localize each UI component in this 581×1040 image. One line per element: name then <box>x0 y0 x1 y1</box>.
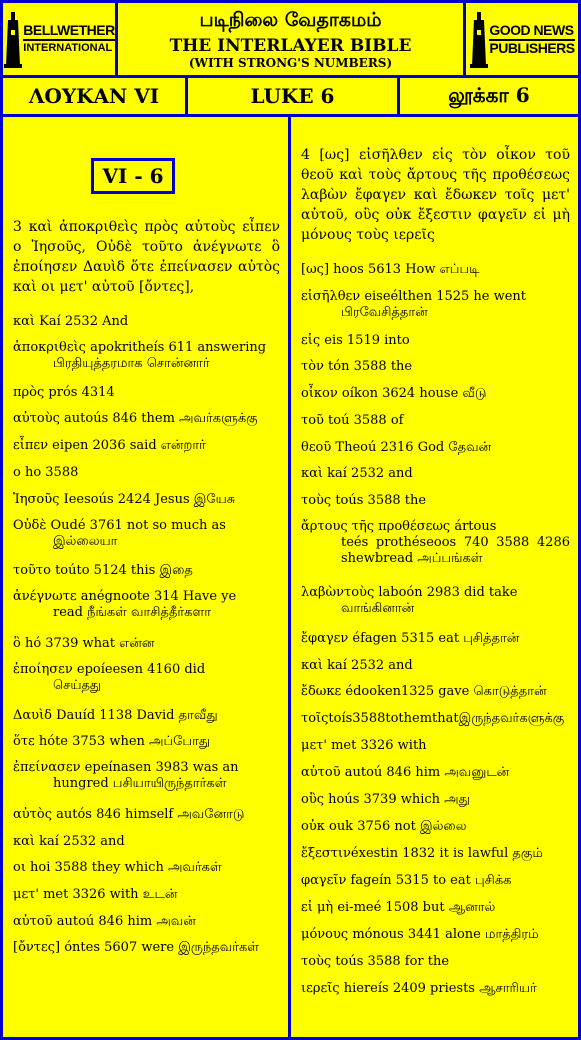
word-entry-line: Οὐδὲ Oudé 3761 not so much as <box>13 518 226 533</box>
word-entry <box>13 589 280 621</box>
verse-4-text: 4 [ως] εἰσῆλθεν εἰς τὸν οἶκον τοῦ θεοῦ καὶ τοὺς ἄρτους τῆς προθέσεως λαβὼν ἔφαγεν καὶ ἔδωκεν τοῖς μετ' αὐτοῦ, οὓς οὐκ ἔξεστιν φαγεῖν εἰ μὴ μόνους τοὺς ιερεῖς <box>301 147 570 243</box>
word-entry <box>301 792 570 808</box>
word-entry <box>13 563 280 579</box>
word-entry <box>13 636 280 652</box>
tower-logo-icon <box>3 10 23 68</box>
word-entry-gloss: இல்லையா <box>53 534 118 549</box>
word-entry-line: εἶπεν eipen 2036 said என்றார் <box>13 438 206 453</box>
right-logo-line2: PUBLISHERS <box>489 39 575 56</box>
book-tamil: லூக்கா 6 <box>400 78 578 114</box>
word-entry <box>13 834 280 850</box>
word-entry <box>301 493 570 509</box>
book-english: LUKE 6 <box>188 78 397 114</box>
word-entry <box>301 684 570 700</box>
word-entry-line: αὐτοῦ autoú 846 him அவன் <box>13 914 196 929</box>
word-entry <box>13 662 280 694</box>
word-entry <box>301 631 570 647</box>
word-entry-line: οἶκον oíkon 3624 house வீடு <box>301 386 487 401</box>
word-entry-line: μετ' met 3326 with உடன் <box>13 887 178 902</box>
word-entry <box>13 860 280 876</box>
word-entry <box>301 900 570 916</box>
word-entry <box>13 518 280 550</box>
bellwether-logo <box>3 3 115 75</box>
word-entry <box>13 465 280 481</box>
word-entry-line: πρὸς prós 4314 <box>13 385 115 400</box>
word-entry <box>13 914 280 930</box>
good-news-logo <box>466 3 578 75</box>
word-entry-gloss: வாங்கினான் <box>341 601 415 616</box>
word-entry <box>13 708 280 724</box>
word-entry-line: ἄρτους τῆς προθέσεως ártous <box>301 519 497 534</box>
word-entry <box>301 440 570 456</box>
word-entry <box>13 385 280 401</box>
word-entry <box>301 981 570 997</box>
word-entry-line: τὸν tón 3588 the <box>301 359 413 374</box>
word-entry <box>301 765 570 781</box>
word-entry-line: τοῦτο toúto 5124 this இதை <box>13 563 193 578</box>
title-subtitle: (WITH STRONG'S NUMBERS) <box>188 56 393 70</box>
word-entry <box>13 760 280 792</box>
word-entry-line: ὃ hó 3739 what என்ன <box>13 636 155 651</box>
word-entry <box>301 658 570 674</box>
right-logo-line1: GOOD NEWS <box>489 21 574 38</box>
word-entry-line: ἀποκριθεὶς apokritheís 611 answering <box>13 340 267 355</box>
word-entry <box>301 846 570 862</box>
word-entry <box>301 519 570 567</box>
left-column <box>3 117 288 1037</box>
word-entry-line: φαγεῖν fageín 5315 to eat புசிக்க <box>301 873 512 888</box>
word-entry <box>301 289 570 321</box>
word-entry <box>301 711 570 727</box>
word-entry <box>301 738 570 754</box>
word-entry-line: αὐτοὺς autoús 846 them அவர்களுக்கு <box>13 411 258 426</box>
verse-3-text: 3 καὶ ἀποκριθεὶς πρὸς αὐτοὺς εἶπεν ο Ἰησοῦς, Οὐδὲ τοῦτο ἀνέγνωτε ὃ ἐποίησεν Δαυὶδ ὅτε ἐπείνασεν αὐτὸς καὶ οι μετ' αὐτοῦ [ὄντες], <box>13 219 280 295</box>
word-entry <box>13 492 280 508</box>
word-entry-gloss: read நீங்கள் வாசித்தீர்களா <box>53 605 211 620</box>
word-entry-line: τοῖςtoís3588tothemthatஇருந்தவர்களுக்கு <box>301 711 565 726</box>
left-logo-line2: INTERNATIONAL <box>23 39 114 55</box>
title-block <box>118 3 463 75</box>
right-column <box>291 117 578 1037</box>
word-entry <box>13 438 280 454</box>
word-entry <box>13 734 280 750</box>
word-entry-line: εἰ μὴ ei-meé 1508 but ஆனால் <box>301 900 496 915</box>
word-entry-line: ἔδωκε édooken1325 gave கொடுத்தான் <box>301 684 547 699</box>
word-entry-line: ιερεῖς hiereís 2409 priests ஆசாரியர் <box>301 981 537 996</box>
left-logo-line1: BELLWETHER <box>23 21 115 38</box>
word-entry-line: ἀνέγνωτε anégnoote 314 Have ye <box>13 589 237 604</box>
word-entry <box>301 386 570 402</box>
word-entry <box>13 411 280 427</box>
word-entry <box>301 262 570 278</box>
word-entry-line: Δαυὶδ Dauíd 1138 David தாவீது <box>13 708 218 723</box>
word-entry-line: μετ' met 3326 with <box>301 738 427 753</box>
word-entry-line: εἰς eis 1519 into <box>301 333 410 348</box>
word-entry-gloss: hungred பசியாயிருந்தார்கள் <box>53 776 227 791</box>
word-entry <box>13 314 280 330</box>
word-entry-line: καὶ kaí 2532 and <box>13 834 125 849</box>
word-entry-line: θεοῦ Theoú 2316 God தேவன் <box>301 440 492 455</box>
word-entry <box>13 887 280 903</box>
word-entry-line: καὶ kaí 2532 and <box>301 466 413 481</box>
word-entry <box>13 940 280 956</box>
word-entry <box>301 819 570 835</box>
word-entry <box>301 873 570 889</box>
tower-logo-icon <box>469 10 489 68</box>
word-entry-line: τοῦ toú 3588 of <box>301 413 404 428</box>
word-entry-line: ἔξεστινéxestin 1832 it is lawful தகும் <box>301 846 543 861</box>
word-entry-line: οὓς hoús 3739 which அது <box>301 792 470 807</box>
word-entry-line: τοὺς toús 3588 the <box>301 493 427 508</box>
word-entry-line: αὐτὸς autós 846 himself அவனோடு <box>13 807 245 822</box>
word-entry-gloss: பிரதியுத்தரமாக சொன்னார் <box>53 356 210 371</box>
word-entry-line: καὶ kaí 2532 and <box>301 658 413 673</box>
word-entry-line: οι hoi 3588 they which அவர்கள் <box>13 860 222 875</box>
word-entry <box>301 359 570 375</box>
word-entry-gloss: teés prothéseoos 740 3588 4286 shewbread அப்பங்கள் <box>341 535 570 566</box>
word-entry <box>301 954 570 970</box>
word-entry-line: Ἰησοῦς Ieesoús 2424 Jesus இயேசு <box>13 492 236 507</box>
word-entry-line: μόνους mónous 3441 alone மாத்திரம் <box>301 927 539 942</box>
word-entry <box>301 333 570 349</box>
word-entry <box>301 585 570 617</box>
word-entry-line: [ως] hoos 5613 How எப்படி <box>301 262 480 277</box>
word-entry <box>13 340 280 372</box>
word-entry <box>301 466 570 482</box>
title-english: THE INTERLAYER BIBLE <box>169 36 412 56</box>
book-greek: ΛΟΥΚΑΝ VI <box>3 78 185 114</box>
title-tamil: படிநிலை வேதாகமம் <box>199 9 382 31</box>
word-entry-line: οὐκ ouk 3756 not இல்லை <box>301 819 467 834</box>
word-entry-line: τοὺς toús 3588 for the <box>301 954 450 969</box>
word-entry-line: καὶ Kaí 2532 And <box>13 314 129 329</box>
chapter-box: VI - 6 <box>91 158 175 194</box>
word-entry-gloss: பிரவேசித்தான் <box>341 305 428 320</box>
word-entry-line: αὐτοῦ autoú 846 him அவனுடன் <box>301 765 510 780</box>
word-entry-line: ἔφαγεν éfagen 5315 eat புசித்தான் <box>301 631 520 646</box>
word-entry-line: ο ho 3588 <box>13 465 79 480</box>
word-entry-line: λαβὼντοὺς laboón 2983 did take <box>301 585 518 600</box>
word-entry <box>301 413 570 429</box>
word-entry <box>13 807 280 823</box>
word-entry-line: [ὄντες] óntes 5607 were இருந்தவர்கள் <box>13 940 259 955</box>
word-entry-line: εἰσῆλθεν eiseélthen 1525 he went <box>301 289 527 304</box>
word-entry-line: ἐποίησεν epoíeesen 4160 did <box>13 662 206 677</box>
word-entry-gloss: செய்தது <box>53 678 102 693</box>
word-entry-line: ἐπείνασεν epeínasen 3983 was an <box>13 760 239 775</box>
word-entry-line: ὅτε hóte 3753 when அப்போது <box>13 734 211 749</box>
word-entry <box>301 927 570 943</box>
